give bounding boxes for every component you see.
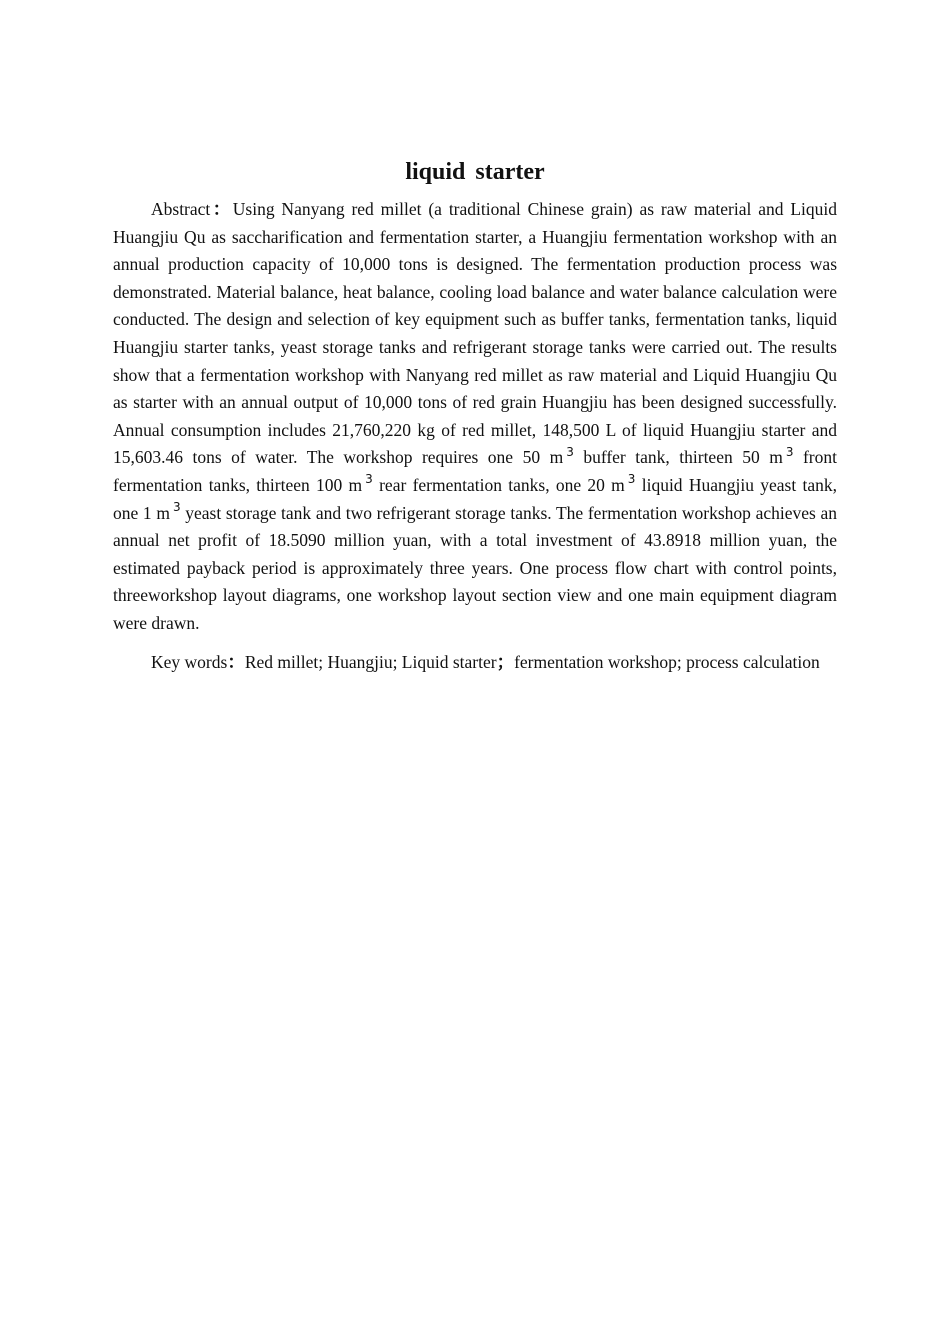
page-title: liquid starter <box>405 159 545 185</box>
keywords-text-1: Red millet; Huangjiu; Liquid starter <box>244 651 497 672</box>
abstract-label: Abstract <box>151 199 211 219</box>
abstract-text-6: yeast storage tank and two refrigerant storage tanks. The fermentation workshop achieves an annual net profit of 18.5090 million yuan, with a total investment of 43.8918 million yuan, the estimated payback period is approximately three years. One process flow chart with control points, threeworkshop layout diagrams, one workshop layout section view and one main equipment diagram were drawn. <box>113 502 838 633</box>
keywords-text-2: fermentation workshop; process calculation <box>514 651 820 672</box>
abstract-text-4: rear fermentation tanks, one 20 m <box>372 474 625 495</box>
superscript-3: 3 <box>365 472 373 487</box>
abstract-text-1: Using Nanyang red millet (a traditional Chinese grain) as raw material and Liquid Huangjiu Qu as saccharification and fermentation starter, a Huangjiu fermentation workshop with an annual production capacity of 10,000 tons is designed. The fermentation production process was demonstrated. Material balance, heat balance, cooling load balance and water balance calculation were conducted. The design and selection of key equipment such as buffer tanks, fermentation tanks, liquid Huangjiu starter tanks, yeast storage tanks and refrigerant storage tanks were carried out. The results show that a fermentation workshop with Nanyang red millet as raw material and Liquid Huangjiu Qu as starter with an annual output of 10,000 tons of red grain Huangjiu has been designed successfully. Annual consumption includes 21,760,220 kg of red millet, 148,500 L of liquid Huangjiu starter and 15,603.46 tons of water. The workshop requires one 50 m <box>113 199 837 468</box>
superscript-3: 3 <box>172 499 181 514</box>
superscript-3: 3 <box>785 444 794 459</box>
abstract-text-3: front fermentation tanks, thirteen 100 m <box>113 447 837 495</box>
keywords-label: Key words <box>151 651 228 672</box>
keywords-paragraph <box>113 649 837 677</box>
superscript-3: 3 <box>566 444 574 459</box>
abstract-text-2: buffer tank, thirteen 50 m <box>573 447 783 468</box>
keywords-mid-separator: ； <box>496 651 515 672</box>
keywords-separator: ： <box>227 651 245 672</box>
superscript-3: 3 <box>627 472 636 487</box>
abstract-text-5: liquid Huangjiu yeast tank, one 1 m <box>113 474 837 523</box>
document-page <box>113 150 837 676</box>
abstract-separator: ： <box>210 199 233 219</box>
abstract-paragraph <box>113 196 837 638</box>
